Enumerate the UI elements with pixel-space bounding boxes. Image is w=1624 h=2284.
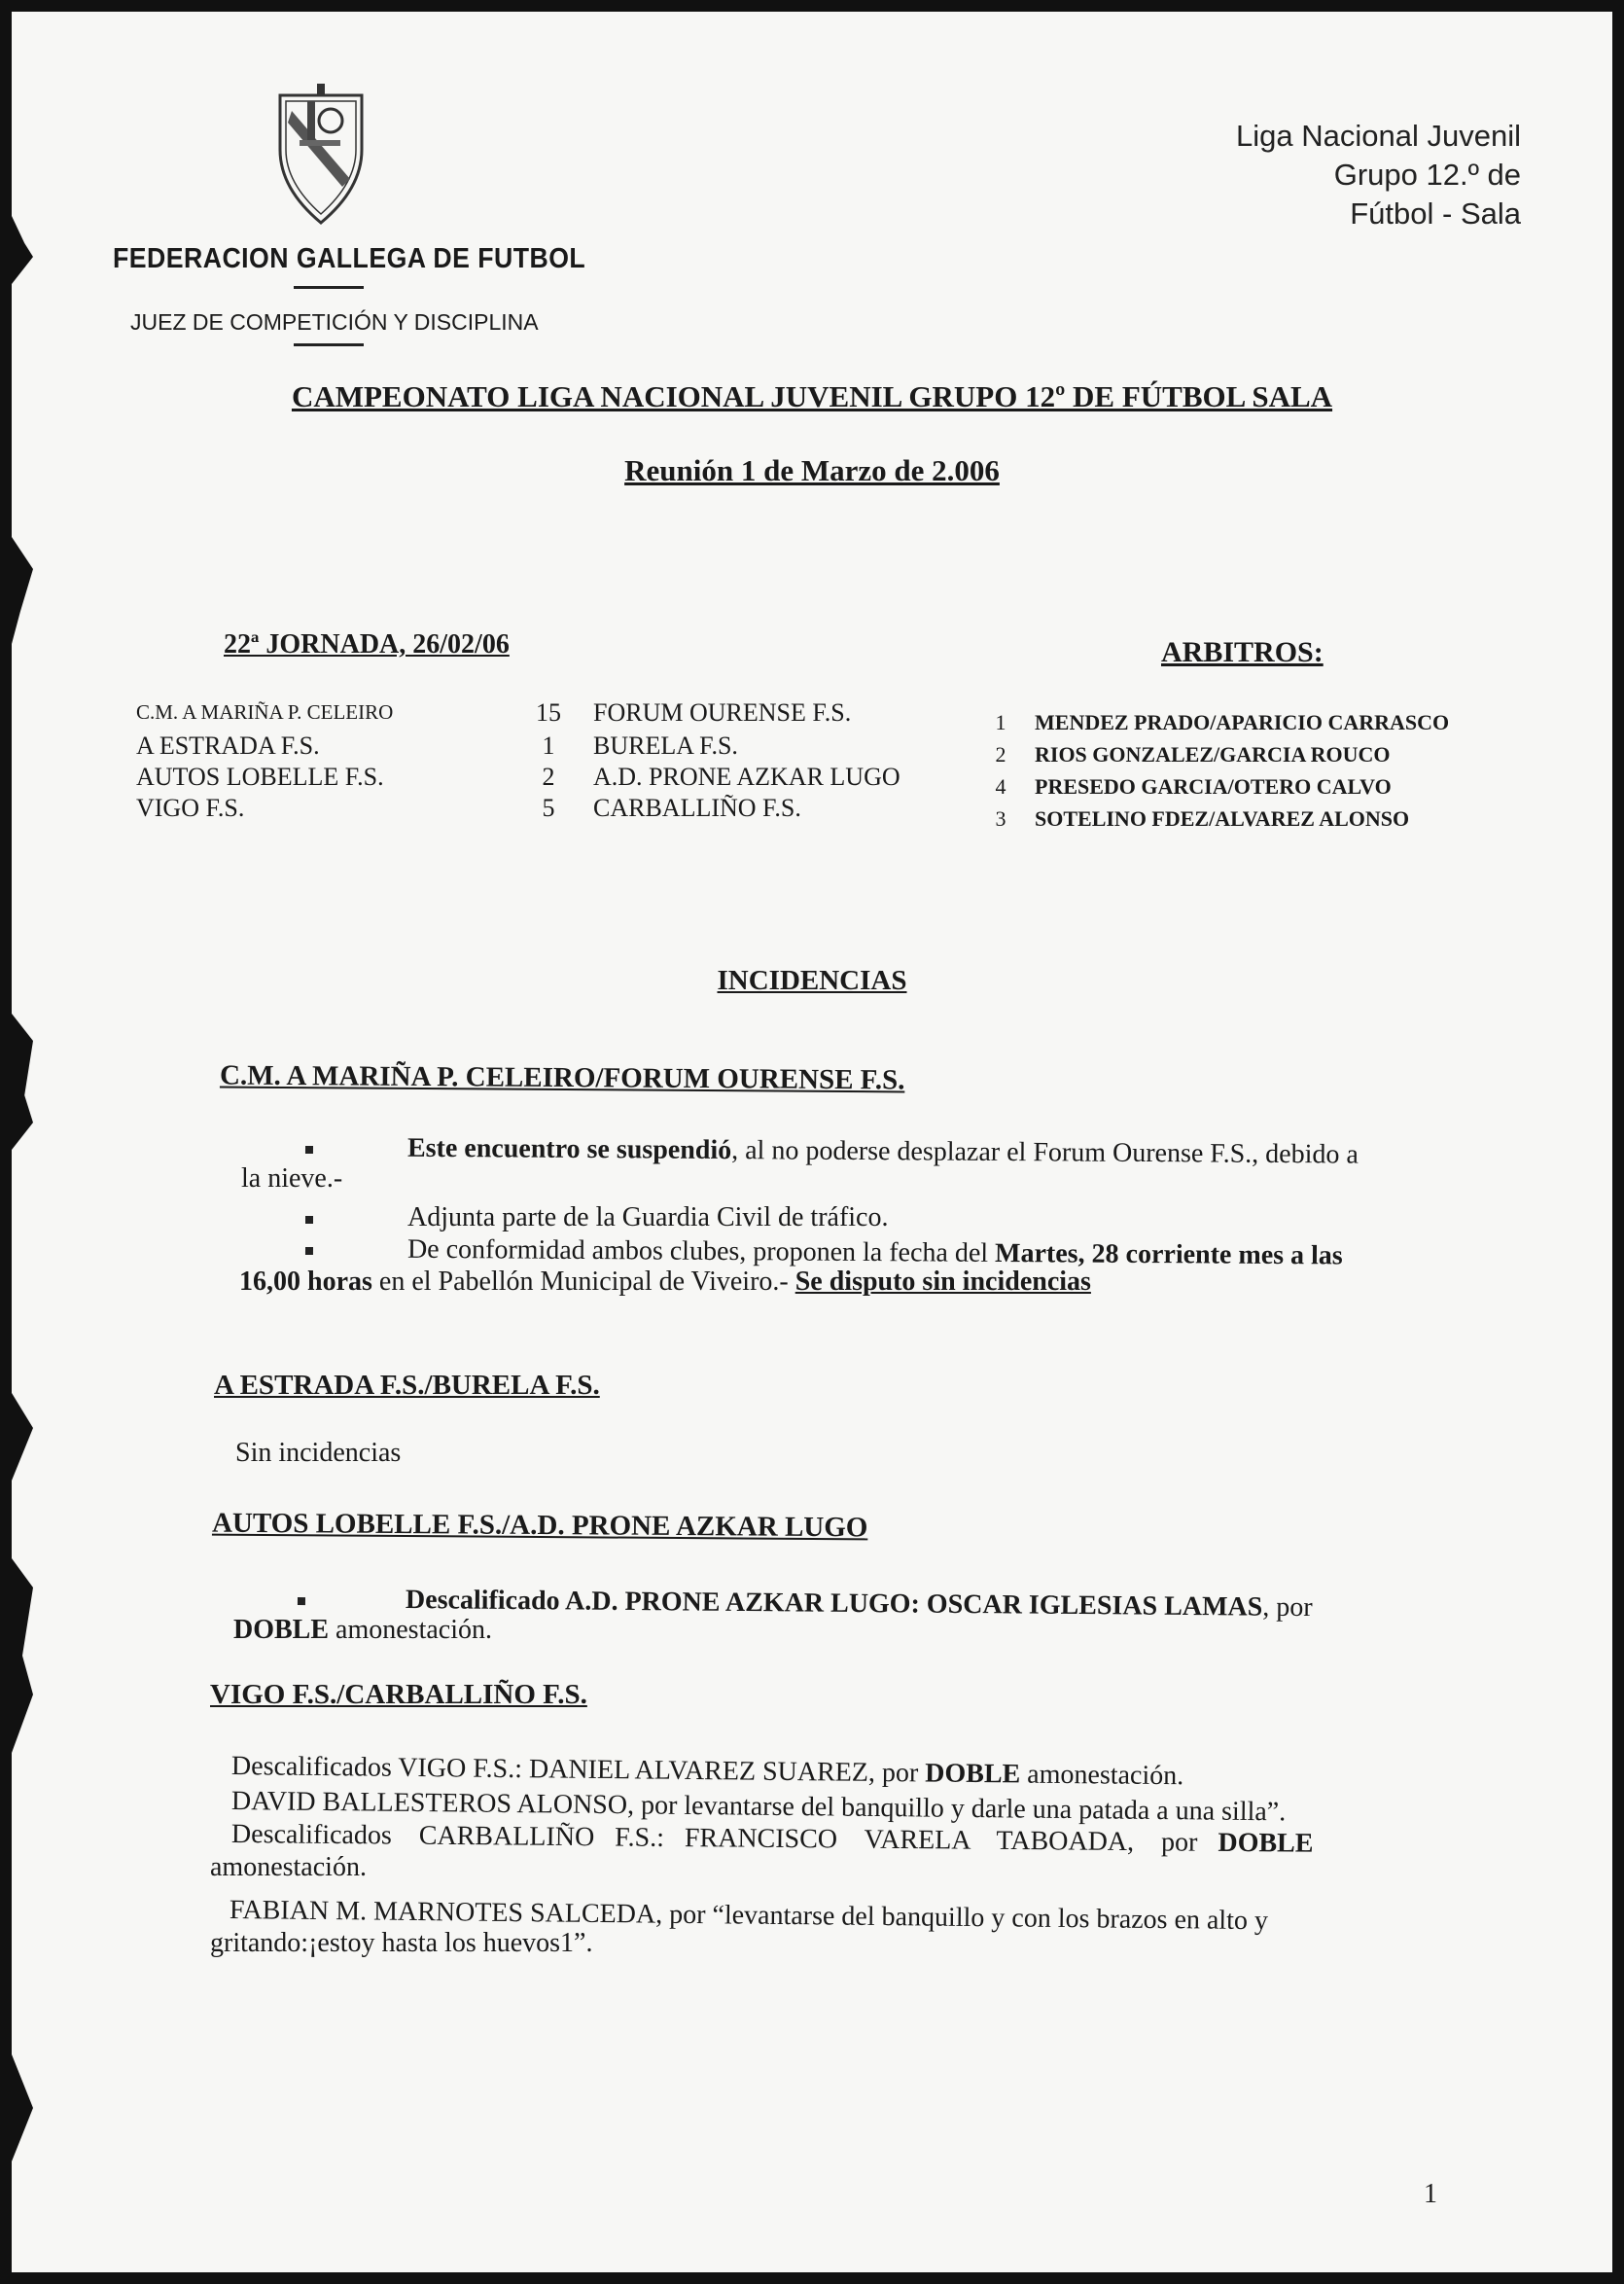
section-heading: VIGO F.S./CARBALLIÑO F.S.	[210, 1679, 587, 1710]
section-heading: C.M. A MARIÑA P. CELEIRO/FORUM OURENSE F.S.	[219, 1059, 905, 1096]
away-team: BURELA F.S.	[593, 732, 738, 760]
home-goals: 1	[542, 732, 555, 760]
referees-heading: ARBITROS:	[1161, 636, 1324, 668]
bold-text: DOBLE	[233, 1615, 330, 1645]
incidents-heading: INCIDENCIAS	[717, 965, 907, 996]
torn-edge	[12, 537, 33, 644]
torn-edge	[12, 216, 33, 284]
away-team: A.D. PRONE AZKAR LUGO	[593, 763, 900, 791]
section-heading: AUTOS LOBELLE F.S./A.D. PRONE AZKAR LUGO	[211, 1507, 868, 1544]
text: , por	[1262, 1591, 1313, 1624]
league-line: Liga Nacional Juvenil	[1236, 119, 1521, 153]
home-team: AUTOS LOBELLE F.S.	[136, 763, 384, 791]
bold-text: 16,00 horas	[239, 1267, 372, 1297]
section-heading: A ESTRADA F.S./BURELA F.S.	[214, 1370, 600, 1401]
incident-line	[305, 1202, 888, 1233]
league-line: Grupo 12.º de	[1333, 158, 1521, 192]
referee-names: MENDEZ PRADO/APARICIO CARRASCO	[1035, 710, 1450, 734]
federation-shield-logo	[272, 82, 370, 228]
home-team: A ESTRADA F.S.	[136, 732, 320, 760]
home-goals: 15	[536, 698, 561, 727]
bold-text: Descalificado A.D. PRONE AZKAR LUGO: OSCAR IGLESIAS LAMAS	[405, 1584, 1263, 1623]
text: en el Pabellón Municipal de Viveiro.-	[371, 1267, 795, 1297]
page-number: 1	[1424, 2179, 1437, 2209]
text: Descalificados CARBALLIÑO F.S.: FRANCISCO VARELA TABOADA, por	[230, 1819, 1218, 1858]
bullet-icon	[305, 1146, 313, 1154]
text: Descalificados VIGO F.S.: DANIEL ALVAREZ SUAREZ, por	[230, 1751, 926, 1789]
away-goals: 4	[995, 774, 1006, 799]
text: amonestación.	[329, 1615, 492, 1645]
bullet-icon	[305, 1247, 313, 1255]
torn-edge	[12, 2054, 33, 2161]
home-goals: 2	[542, 763, 555, 791]
incident-line	[305, 1132, 1359, 1171]
referee-names: SOTELINO FDEZ/ALVAREZ ALONSO	[1035, 806, 1410, 831]
text: Adjunta parte de la Guardia Civil de tráfico.	[407, 1202, 889, 1232]
text: amonestación.	[1020, 1759, 1184, 1792]
league-line: Fútbol - Sala	[1350, 196, 1521, 231]
home-goals: 5	[542, 794, 555, 822]
referee-names: RIOS GONZALEZ/GARCIA ROUCO	[1035, 742, 1391, 767]
torn-edge	[12, 1014, 33, 1150]
bold-underlined-text: Se disputo sin incidencias	[794, 1267, 1091, 1297]
torn-edge	[12, 1558, 33, 1753]
bullet-icon	[298, 1597, 305, 1605]
text: De conformidad ambos clubes, proponen la fecha del	[406, 1233, 996, 1268]
document-title: CAMPEONATO LIGA NACIONAL JUVENIL GRUPO 12º DE FÚTBOL SALA	[291, 379, 1333, 413]
torn-edge	[12, 1393, 33, 1481]
incident-line: DAVID BALLESTEROS ALONSO, por levantarse del banquillo y darle una patada a una silla”.	[230, 1786, 1287, 1828]
document-page	[12, 12, 1612, 2272]
incident-line	[231, 1751, 1184, 1792]
incident-line	[233, 1615, 492, 1646]
away-team: FORUM OURENSE F.S.	[593, 698, 852, 727]
home-team: C.M. A MARIÑA P. CELEIRO	[136, 700, 394, 724]
divider	[294, 343, 364, 346]
bullet-icon	[305, 1216, 313, 1224]
away-goals: 1	[995, 710, 1006, 734]
bold-text: DOBLE	[925, 1758, 1021, 1790]
referee-names: PRESEDO GARCIA/OTERO CALVO	[1035, 774, 1392, 799]
incident-line: gritando:¡estoy hasta los huevos1”.	[210, 1928, 593, 1958]
incident-line: amonestación.	[210, 1852, 367, 1882]
divider	[294, 286, 364, 289]
federation-name: FEDERACION GALLEGA DE FUTBOL	[113, 243, 586, 274]
league-heading	[1236, 117, 1521, 233]
text: , al no poderse desplazar el Forum Ourense F.S., debido a	[731, 1135, 1359, 1170]
incident-line: Sin incidencias	[235, 1438, 402, 1468]
bold-text: Martes, 28 corriente mes a las	[995, 1237, 1343, 1271]
away-goals: 2	[995, 742, 1006, 767]
away-goals: 3	[995, 806, 1006, 831]
department-name: JUEZ DE COMPETICIÓN Y DISCIPLINA	[130, 309, 539, 335]
incident-line: FABIAN M. MARNOTES SALCEDA, por “levantarse del banquillo y con los brazos en alto y	[229, 1895, 1269, 1937]
bold-text: DOBLE	[1218, 1827, 1314, 1859]
home-team: VIGO F.S.	[136, 794, 245, 822]
meeting-date: Reunión 1 de Marzo de 2.006	[624, 453, 1000, 487]
incident-line	[239, 1267, 1091, 1298]
incident-line: la nieve.-	[241, 1163, 343, 1194]
matchday-heading: 22ª JORNADA, 26/02/06	[224, 629, 510, 660]
bold-text: Este encuentro se suspendió	[406, 1132, 732, 1166]
away-team: CARBALLIÑO F.S.	[593, 794, 801, 822]
